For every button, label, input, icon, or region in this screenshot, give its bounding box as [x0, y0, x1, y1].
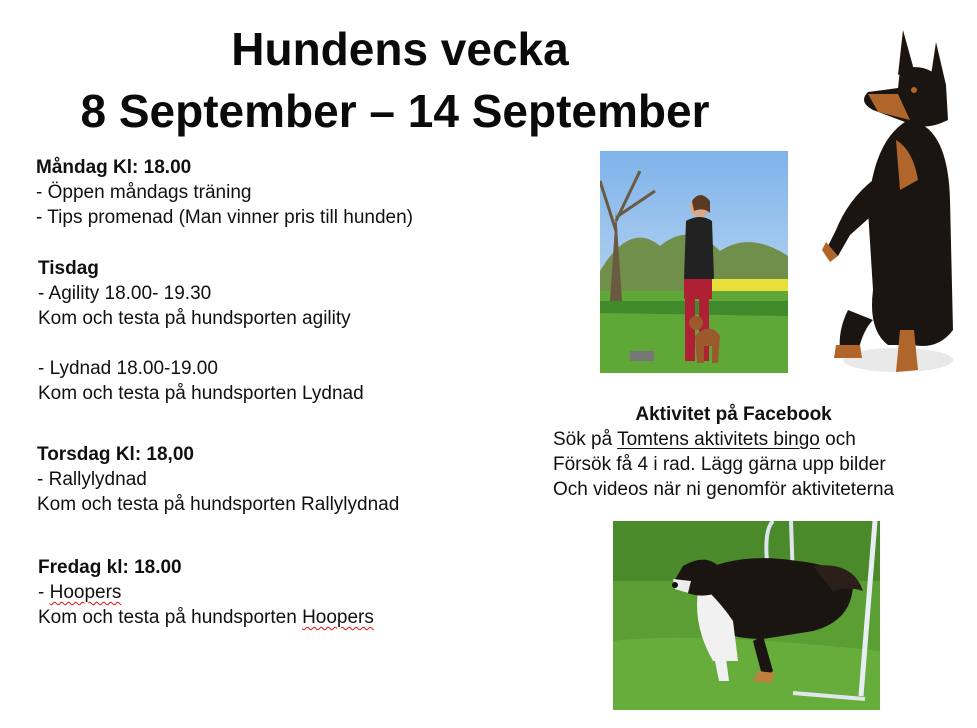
bingo-link[interactable]: Tomtens aktivitets bingo [617, 429, 820, 450]
thursday-heading: Torsdag Kl: 18,00 [37, 444, 194, 465]
tuesday-item-lydnad: - Lydnad 18.00-19.00 [38, 358, 218, 379]
monday-heading: Måndag Kl: 18.00 [36, 157, 192, 178]
friday-heading: Fredag kl: 18.00 [38, 557, 182, 578]
thursday-item: - Rallylydnad [37, 469, 147, 490]
facebook-section [553, 402, 894, 502]
tuesday-lydnad-desc: Kom och testa på hundsporten Lydnad [38, 383, 364, 404]
tuesday-agility-desc: Kom och testa på hundsporten agility [38, 308, 351, 329]
friday-item: - Hoopers [38, 582, 122, 603]
training-photo [600, 151, 788, 373]
thursday-desc: Kom och testa på hundsporten Rallylydnad [37, 494, 400, 515]
monday-item: - Öppen måndags träning [36, 182, 252, 203]
date-range-title: 8 September – 14 September [80, 85, 710, 137]
friday-desc: Kom och testa på hundsporten Hoopers [38, 607, 374, 628]
thursday-section [37, 442, 399, 517]
facebook-heading: Aktivitet på Facebook [635, 404, 832, 425]
friday-item-word: Hoopers [49, 582, 122, 603]
friday-section [38, 555, 374, 630]
doberman-image [818, 30, 968, 380]
tuesday-item-agility: - Agility 18.00- 19.30 [38, 283, 212, 304]
page-title: Hundens vecka [231, 23, 569, 75]
hoopers-photo [613, 521, 880, 710]
facebook-line: Sök på Tomtens aktivitets bingo och [553, 429, 856, 450]
tuesday-section [38, 256, 364, 406]
monday-item: - Tips promenad (Man vinner pris till hunden) [36, 207, 414, 228]
facebook-line: Försök få 4 i rad. Lägg gärna upp bilder [553, 454, 886, 475]
friday-desc-word: Hoopers [302, 607, 374, 628]
facebook-line: Och videos när ni genomför aktiviteterna [553, 479, 895, 500]
monday-section [36, 155, 413, 230]
tuesday-heading: Tisdag [38, 258, 99, 279]
